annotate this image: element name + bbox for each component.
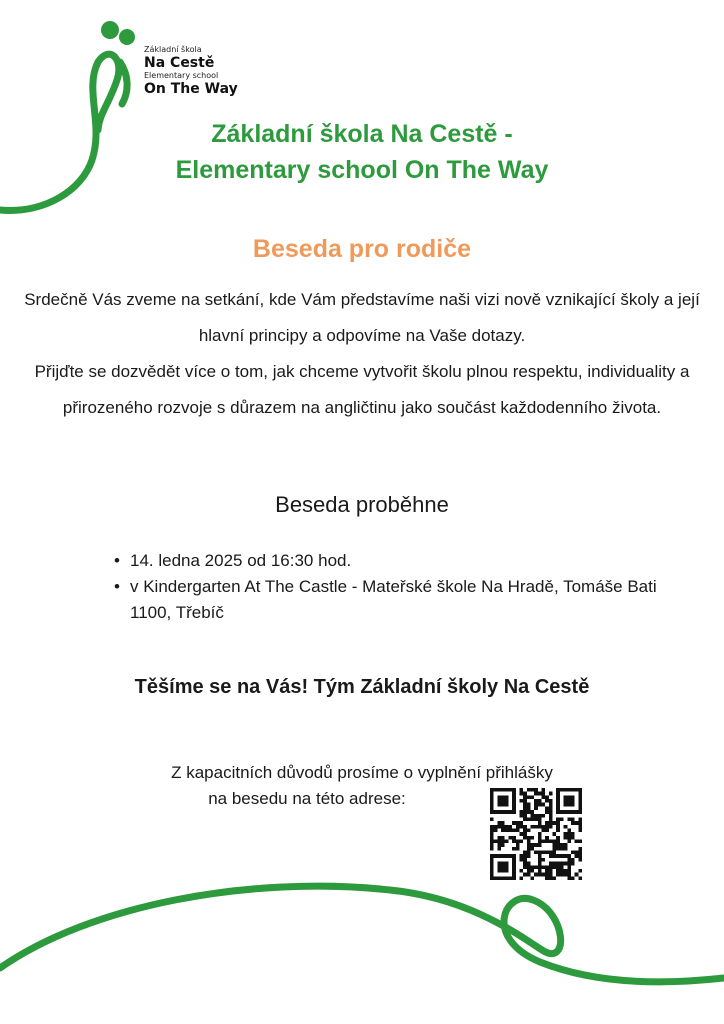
logo-line-3: Elementary school [144,71,219,80]
logo-line-4: On The Way [144,81,238,97]
event-title: Beseda pro rodiče [252,235,472,263]
registration-line-1: Z kapacitních důvodů prosíme o vyplnění přihlášky [171,763,553,782]
detail-date: • 14. ledna 2025 od 16:30 hod. [110,548,670,574]
title-line-2: Elementary school On The Way [175,156,549,184]
closing-message: Těšíme se na Vás! Tým Základní školy Na Cestě [134,676,590,698]
title-line-1: Základní škola Na Cestě - [211,120,513,148]
registration-line-2: na besedu na této adrese: [208,789,406,808]
logo-line-1: Základní škola [144,45,202,54]
event-intro [20,282,704,426]
registration-note [0,760,724,812]
when-heading: Beseda proběhne [275,492,449,517]
school-logo [144,46,238,96]
qr-code-icon[interactable] [490,788,582,880]
detail-location: • v Kindergarten At The Castle - Mateřské škole Na Hradě, Tomáše Bati 1100, Třebíč [110,574,670,626]
page-title [0,116,724,188]
intro-paragraph-1: Srdečně Vás zveme na setkání, kde Vám představíme naši vizi nově vznikající školy a její hlavní principy a odpovíme na Vaše dotazy. [24,290,700,345]
intro-paragraph-2: Přijďte se dozvědět více o tom, jak chceme vytvořit školu plnou respektu, individuality a přirozeného rozvoje s důrazem na angličtinu jako součást každodenního života. [34,362,690,417]
logo-line-2: Na Cestě [144,55,215,71]
event-details-list [110,548,670,626]
